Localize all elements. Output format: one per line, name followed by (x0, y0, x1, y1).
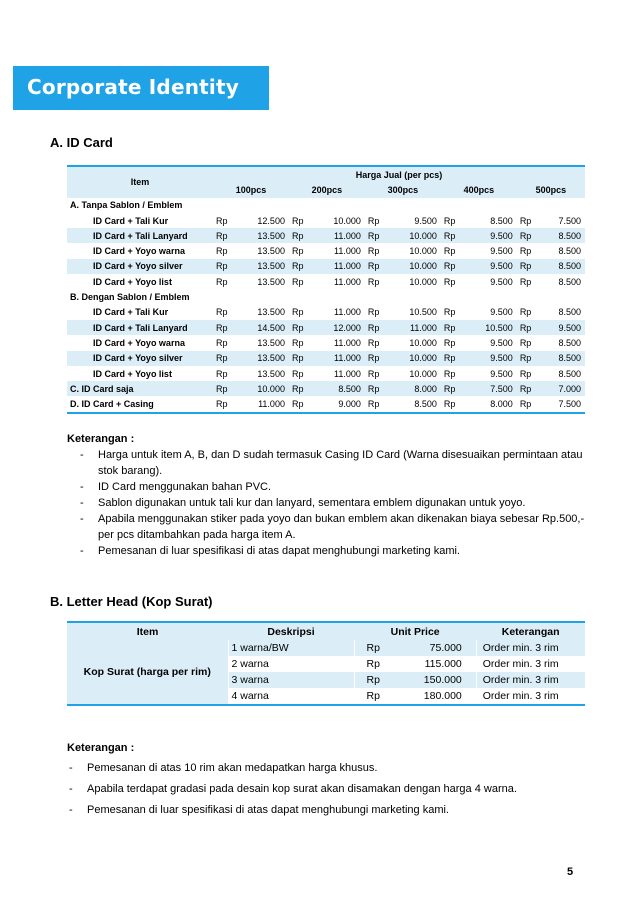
currency-label: Rp (213, 396, 235, 412)
col-header-deskripsi: Deskripsi (228, 622, 354, 640)
currency-label: Rp (441, 228, 463, 243)
price-cell: 9.500 (539, 320, 585, 335)
section-banner (13, 66, 269, 110)
price-cell: 11.000 (311, 228, 365, 243)
note-cell: Order min. 3 rim (476, 672, 585, 688)
price-cell: 13.500 (235, 259, 289, 274)
price-cell: 11.000 (334, 337, 361, 348)
row-label: ID Card + Yoyo list (93, 368, 172, 379)
letter-head-notes (67, 740, 587, 821)
note-item: - Harga untuk item A, B, dan D sudah termasuk Casing ID Card (Warna disesuaikan permintaan atau stok barang). (67, 447, 587, 479)
price-cell: 115.000 (424, 658, 462, 670)
currency-label: Rp (289, 228, 311, 243)
item-column-header: Item (67, 166, 213, 198)
currency-label: Rp (213, 259, 235, 274)
qty-header: 400pcs (441, 182, 517, 197)
row-label: D. ID Card + Casing (67, 396, 213, 412)
row-label: ID Card + Yoyo list (93, 276, 172, 287)
currency-label: Rp (367, 276, 380, 287)
price-cell: 12.500 (257, 215, 285, 226)
row-label: ID Card + Yoyo silver (67, 351, 213, 366)
price-cell: 10.500 (409, 307, 437, 318)
note-cell: Order min. 3 rim (476, 688, 585, 705)
notes-title: Keterangan : (67, 433, 135, 445)
currency-label: Rp (365, 396, 387, 412)
row-label: ID Card + Yoyo silver (67, 259, 213, 274)
currency-label: Rp (216, 368, 228, 379)
id-card-price-table (67, 165, 585, 414)
col-header-keterangan: Keterangan (476, 622, 585, 640)
desc-cell: 3 warna (228, 672, 354, 688)
table-row (67, 366, 585, 381)
price-cell: 75.000 (396, 640, 476, 656)
price-cell: 12.000 (311, 320, 365, 335)
price-cell: 8.500 (539, 259, 585, 274)
desc-cell: 2 warna (228, 656, 354, 672)
currency-label: Rp (291, 215, 304, 226)
currency-label: Rp (517, 381, 539, 396)
currency-label: Rp (216, 215, 228, 226)
price-cell: 10.000 (387, 351, 441, 366)
note-cell: Order min. 3 rim (476, 656, 585, 672)
notes-title: Keterangan : (67, 742, 135, 754)
price-cell: 9.500 (490, 368, 513, 379)
table-row (67, 213, 585, 228)
qty-header: 100pcs (213, 182, 289, 197)
price-cell: 14.500 (235, 320, 289, 335)
table-row (67, 335, 585, 350)
price-cell: 10.000 (235, 381, 289, 396)
letter-head-table (67, 621, 585, 706)
currency-label: Rp (517, 351, 539, 366)
currency-label: Rp (291, 246, 304, 257)
qty-header: 500pcs (517, 182, 585, 197)
table-row (67, 259, 585, 274)
price-cell: 150.000 (396, 672, 476, 688)
currency-label: Rp (519, 368, 532, 379)
price-cell: 9.500 (490, 337, 513, 348)
currency-label: Rp (289, 351, 311, 366)
currency-label: Rp (216, 307, 228, 318)
id-card-heading: A. ID Card (50, 135, 113, 150)
currency-label: Rp (443, 337, 456, 348)
price-cell: 11.000 (334, 307, 361, 318)
price-cell: 9.500 (463, 259, 517, 274)
price-cell: 11.000 (311, 259, 365, 274)
currency-label: Rp (365, 259, 387, 274)
price-cell: 11.000 (387, 320, 441, 335)
price-cell: 8.500 (387, 396, 441, 412)
desc-cell: 1 warna/BW (228, 640, 354, 656)
price-cell: 180.000 (396, 688, 476, 705)
price-cell: 10.000 (409, 276, 437, 287)
currency-label: Rp (216, 276, 228, 287)
currency-label: Rp (367, 215, 380, 226)
price-cell: 8.500 (311, 381, 365, 396)
price-cell: 8.500 (539, 228, 585, 243)
table-row (67, 351, 585, 366)
row-label: ID Card + Yoyo warna (93, 246, 185, 257)
price-cell: 13.500 (257, 276, 285, 287)
currency-label: Rp (519, 337, 532, 348)
note-item: - Apabila menggunakan stiker pada yoyo dan bukan emblem akan dikenakan biaya sebesar Rp.500,- per pcs ditambahkan pada harga item A. (67, 511, 587, 543)
price-cell: 8.500 (558, 246, 581, 257)
qty-header: 200pcs (289, 182, 365, 197)
currency-label: Rp (519, 246, 532, 257)
table-row (67, 305, 585, 320)
row-label: C. ID Card saja (67, 381, 213, 396)
currency-label: Rp (443, 368, 456, 379)
currency-label: Rp (213, 320, 235, 335)
price-cell: 10.500 (463, 320, 517, 335)
row-label: ID Card + Tali Kur (93, 215, 169, 226)
price-group-header: Harga Jual (per pcs) (213, 166, 585, 182)
table-row (67, 381, 585, 396)
price-cell: 11.000 (334, 368, 361, 379)
currency-label: Rp (354, 688, 396, 705)
qty-header: 300pcs (365, 182, 441, 197)
currency-label: Rp (517, 259, 539, 274)
letter-head-table-body (67, 640, 585, 705)
price-cell: 10.000 (333, 215, 361, 226)
row-label: ID Card + Tali Kur (93, 307, 169, 318)
price-cell: 8.500 (558, 276, 581, 287)
table-row (67, 243, 585, 258)
currency-label: Rp (443, 276, 456, 287)
notes-list (67, 758, 587, 821)
note-cell: Order min. 3 rim (476, 640, 585, 656)
currency-label: Rp (519, 307, 532, 318)
price-cell: 9.000 (311, 396, 365, 412)
price-cell: 13.500 (257, 337, 285, 348)
currency-label: Rp (517, 396, 539, 412)
currency-label: Rp (289, 320, 311, 335)
currency-label: Rp (441, 320, 463, 335)
letter-head-heading: B. Letter Head (Kop Surat) (50, 594, 213, 609)
price-cell: 10.000 (387, 259, 441, 274)
currency-label: Rp (365, 228, 387, 243)
price-cell: 8.500 (558, 307, 581, 318)
row-label: ID Card + Tali Lanyard (67, 228, 213, 243)
price-cell: 7.000 (539, 381, 585, 396)
table-row (67, 320, 585, 335)
note-item: - Apabila terdapat gradasi pada desain kop surat akan disamakan dengan harga 4 warna. (67, 779, 587, 800)
col-header-item: Item (67, 622, 228, 640)
price-cell: 13.500 (235, 351, 289, 366)
price-cell: 10.000 (409, 368, 437, 379)
row-label: ID Card + Yoyo warna (93, 337, 185, 348)
banner-title: Corporate Identity (27, 75, 239, 99)
price-cell: 11.000 (235, 396, 289, 412)
table-row (67, 274, 585, 289)
table-row (67, 640, 585, 656)
currency-label: Rp (367, 307, 380, 318)
price-cell: 10.000 (409, 337, 437, 348)
currency-label: Rp (517, 228, 539, 243)
table-row (67, 228, 585, 243)
currency-label: Rp (291, 276, 304, 287)
price-cell: 9.500 (463, 351, 517, 366)
note-item: - ID Card menggunakan bahan PVC. (67, 479, 587, 495)
id-card-table-body (67, 198, 585, 413)
currency-label: Rp (291, 307, 304, 318)
table-row (67, 198, 585, 213)
table-row (67, 289, 585, 304)
price-cell: 11.000 (311, 351, 365, 366)
currency-label: Rp (213, 228, 235, 243)
section-label: A. Tanpa Sablon / Emblem (67, 198, 585, 213)
currency-label: Rp (365, 320, 387, 335)
currency-label: Rp (441, 259, 463, 274)
currency-label: Rp (291, 337, 304, 348)
price-cell: 13.500 (257, 368, 285, 379)
notes-list (67, 447, 587, 559)
currency-label: Rp (365, 351, 387, 366)
price-cell: 8.500 (490, 215, 513, 226)
price-cell: 8.500 (539, 351, 585, 366)
price-cell: 9.500 (414, 215, 437, 226)
id-card-notes (67, 431, 587, 559)
price-cell: 8.000 (463, 396, 517, 412)
currency-label: Rp (216, 246, 228, 257)
price-cell: 8.000 (387, 381, 441, 396)
currency-label: Rp (289, 381, 311, 396)
currency-label: Rp (443, 307, 456, 318)
price-cell: 7.500 (539, 396, 585, 412)
price-cell: 10.000 (409, 246, 437, 257)
currency-label: Rp (367, 337, 380, 348)
note-item: - Pemesanan di luar spesifikasi di atas dapat menghubungi marketing kami. (67, 543, 587, 559)
price-cell: 9.500 (490, 276, 513, 287)
currency-label: Rp (354, 672, 396, 688)
currency-label: Rp (367, 246, 380, 257)
price-cell: 11.000 (334, 246, 361, 257)
table-row (67, 396, 585, 412)
price-cell: 7.500 (558, 215, 581, 226)
currency-label: Rp (441, 351, 463, 366)
price-cell: 13.500 (257, 307, 285, 318)
currency-label: Rp (519, 215, 532, 226)
price-cell: 9.500 (490, 246, 513, 257)
currency-label: Rp (213, 351, 235, 366)
price-cell: 9.500 (463, 228, 517, 243)
price-cell: 10.000 (387, 228, 441, 243)
currency-label: Rp (213, 381, 235, 396)
currency-label: Rp (354, 656, 396, 672)
section-label: B. Dengan Sablon / Emblem (67, 289, 585, 304)
currency-label: Rp (291, 368, 304, 379)
price-cell: 13.500 (235, 228, 289, 243)
note-item: - Pemesanan di luar spesifikasi di atas dapat menghubungi marketing kami. (67, 800, 587, 821)
currency-label: Rp (443, 215, 456, 226)
col-header-unit-price: Unit Price (354, 622, 476, 640)
currency-label: Rp (519, 276, 532, 287)
currency-label: Rp (289, 396, 311, 412)
currency-label: Rp (517, 320, 539, 335)
currency-label: Rp (441, 381, 463, 396)
currency-label: Rp (354, 640, 396, 656)
currency-label: Rp (367, 368, 380, 379)
price-cell: 11.000 (334, 276, 361, 287)
price-cell: 8.500 (558, 368, 581, 379)
kop-surat-label: Kop Surat (harga per rim) (67, 640, 228, 705)
price-cell: 13.500 (257, 246, 285, 257)
note-item: - Pemesanan di atas 10 rim akan medapatkan harga khusus. (67, 758, 587, 779)
currency-label: Rp (289, 259, 311, 274)
desc-cell: 4 warna (228, 688, 354, 705)
page-number: 5 (567, 866, 574, 878)
price-cell: 7.500 (463, 381, 517, 396)
currency-label: Rp (365, 381, 387, 396)
currency-label: Rp (443, 246, 456, 257)
row-label: ID Card + Tali Lanyard (67, 320, 213, 335)
currency-label: Rp (216, 337, 228, 348)
note-item: - Sablon digunakan untuk tali kur dan lanyard, sementara emblem digunakan untuk yoyo. (67, 495, 587, 511)
price-cell: 8.500 (558, 337, 581, 348)
currency-label: Rp (441, 396, 463, 412)
price-cell: 9.500 (490, 307, 513, 318)
